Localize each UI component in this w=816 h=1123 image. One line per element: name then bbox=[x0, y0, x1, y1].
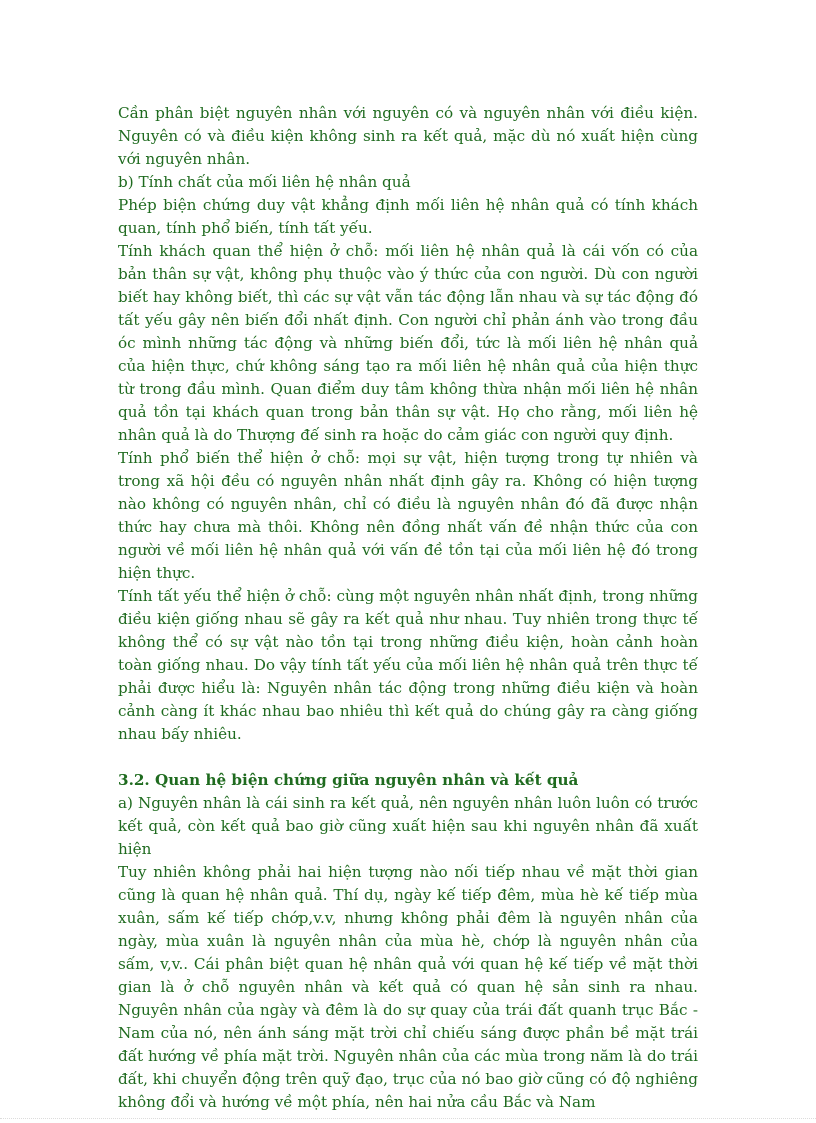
paragraph-objectivity: Tính khách quan thể hiện ở chỗ: mối liên hệ nhân quả là cái vốn có của bản thân sự vật, không phụ thuộc vào ý thức của con người. Dù con người biết hay không biết, thì các sự vật vẫn tác động lẫn nhau và sự tác động đó tất yếu gây nên biến đổi nhất định. Con người chỉ phản ánh vào trong đầu óc mình những tác động và những biến đổi, tức là mối liên hệ nhân quả của hiện thực, chứ không sáng tạo ra mối liên hệ nhân quả của hiện thực từ trong đầu mình. Quan điểm duy tâm không thừa nhận mối liên hệ nhân quả tồn tại khách quan trong bản thân sự vật. Họ cho rằng, mối liên hệ nhân quả là do Thượng đế sinh ra hoặc do cảm giác con người quy định. bbox=[118, 242, 698, 444]
paragraph-spacer bbox=[118, 746, 698, 769]
paragraph-temporal-sequence: Tuy nhiên không phải hai hiện tượng nào nối tiếp nhau về mặt thời gian cũng là quan hệ nhân quả. Thí dụ, ngày kế tiếp đêm, mùa hè kế tiếp mùa xuân, sấm kế tiếp chớp,v.v, nhưng không phải đêm là nguyên nhân của ngày, mùa xuân là nguyên nhân của mùa hè, chớp là nguyên nhân của sấm, v,v.. Cái phân biệt quan hệ nhân quả với quan hệ kế tiếp về mặt thời gian là ở chỗ nguyên nhân và kết quả có quan hệ sản sinh ra nhau. Nguyên nhân của ngày và đêm là do sự quay của trái đất quanh trục Bắc - Nam của nó, nên ánh sáng mặt trời chỉ chiếu sáng được phần bề mặt trái đất hướng về phía mặt trời. Nguyên nhân của các mùa trong năm là do trái đất, khi chuyển động trên quỹ đạo, trục của nó bao giờ cũng có độ nghiêng không đổi và hướng về một phía, nên hai nửa cầu Bắc và Nam bbox=[118, 863, 698, 1111]
paragraph-necessity: Tính tất yếu thể hiện ở chỗ: cùng một nguyên nhân nhất định, trong những điều kiện giống nhau sẽ gây ra kết quả như nhau. Tuy nhiên trong thực tế không thể có sự vật nào tồn tại trong những điều kiện, hoàn cảnh hoàn toàn giống nhau. Do vậy tính tất yếu của mối liên hệ nhân quả trên thực tế phải được hiểu là: Nguyên nhân tác động trong những điều kiện và hoàn cảnh càng ít khác nhau bao nhiêu thì kết quả do chúng gây ra càng giống nhau bấy nhiêu. bbox=[118, 587, 698, 743]
paragraph-universality: Tính phổ biến thể hiện ở chỗ: mọi sự vật, hiện tượng trong tự nhiên và trong xã hội đều có nguyên nhân nhất định gây ra. Không có hiện tượng nào không có nguyên nhân, chỉ có điều là nguyên nhân đó đã được nhận thức hay chưa mà thôi. Không nên đồng nhất vấn đề nhận thức của con người về mối liên hệ nhân quả với vấn đề tồn tại của mối liên hệ đó trong hiện thực. bbox=[118, 449, 698, 582]
page-bottom-border bbox=[0, 1118, 816, 1119]
paragraph-cause-distinction: Cần phân biệt nguyên nhân với nguyên có và nguyên nhân với điều kiện. Nguyên có và điều kiện không sinh ra kết quả, mặc dù nó xuất hiện cùng với nguyên nhân. bbox=[118, 104, 698, 168]
paragraph-dialectical-claim: Phép biện chứng duy vật khẳng định mối liên hệ nhân quả có tính khách quan, tính phổ biến, tính tất yếu. bbox=[118, 196, 698, 237]
document-page bbox=[118, 102, 698, 1114]
section-heading: 3.2. Quan hệ biện chứng giữa nguyên nhân và kết quả bbox=[118, 771, 579, 789]
paragraph-cause-precedes-effect: a) Nguyên nhân là cái sinh ra kết quả, nên nguyên nhân luôn luôn có trước kết quả, còn kết quả bao giờ cũng xuất hiện sau khi nguyên nhân đã xuất hiện bbox=[118, 794, 698, 858]
subheading-properties: b) Tính chất của mối liên hệ nhân quả bbox=[118, 173, 411, 191]
